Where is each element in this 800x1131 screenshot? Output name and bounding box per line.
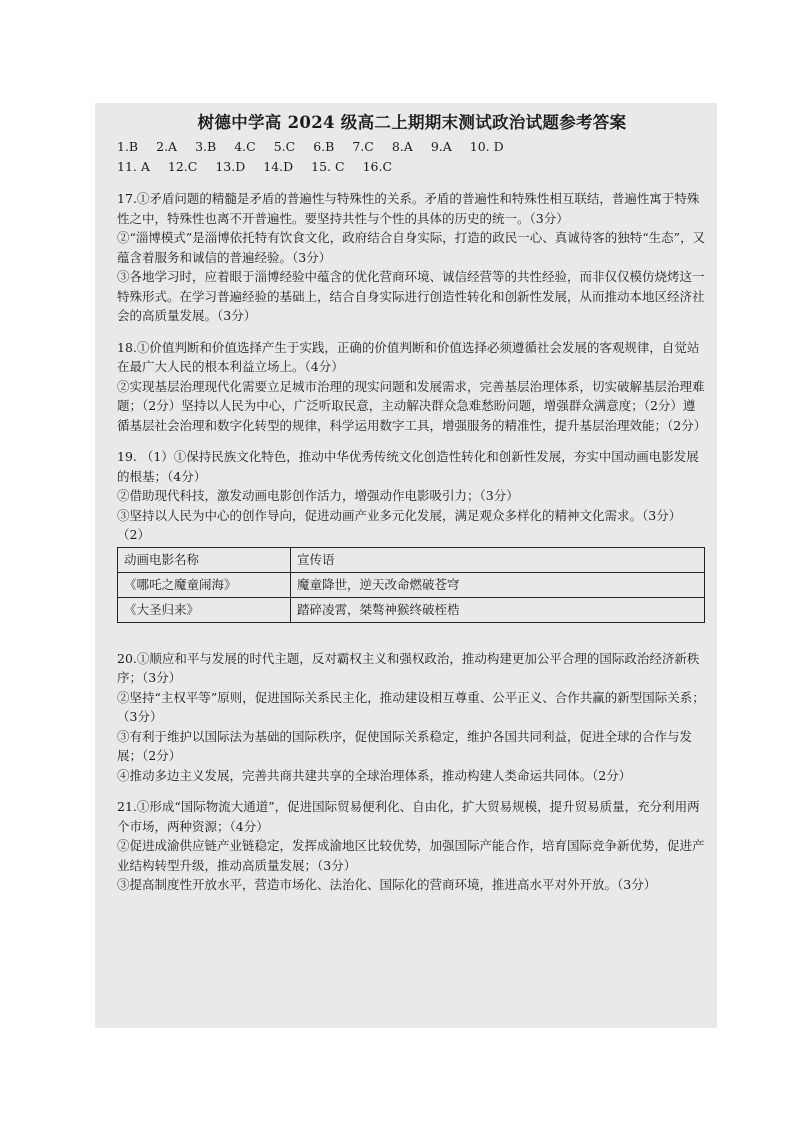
table-header-cell: 宣传语 [291,547,705,572]
answer-item: 13.D [215,159,246,174]
answer-item: 12.C [167,159,198,174]
answer-paragraph: ②坚持“主权平等”原则，促进国际关系民主化，推动建设相互尊重、公平正义、合作共赢的新型国际关系；（3分） [117,689,705,724]
answer-paragraph: 17.①矛盾问题的精髓是矛盾的普遍性与特殊性的关系。矛盾的普遍性和特殊性相互联结，普遍性寓于特殊性之中，特殊性也离不开普遍性。要坚持共性与个性的具体的历史的统一。（3分） [117,191,700,226]
table-cell: 魔童降世，逆天改命燃破苍穹 [291,572,705,597]
answer-paragraph: ②借助现代科技，激发动画电影创作活力，增强动作电影吸引力；（3分） [117,488,519,503]
table-row [118,597,705,622]
answer-row-1 [117,137,707,157]
multiple-choice-answers [117,137,707,177]
question-19-answer [117,447,707,623]
question-21-answer [117,797,707,895]
answer-item: 7.C [352,139,374,154]
answer-paragraph: ③各地学习时，应着眼于淄博经验中蕴含的优化营商环境、诚信经营等的共性经验，而非仅仅模仿烧烤这一特殊形式。在学习普遍经验的基础上，结合自身实际进行创造性转化和创新性发展，从而推动本地区经济社会的高质量发展。（3分） [117,269,705,323]
answer-item: 10. D [469,139,504,154]
answer-item: 5.C [273,139,296,154]
question-17-answer [117,189,707,326]
table-cell: 《大圣归来》 [118,597,291,622]
answer-item: 6.B [313,139,335,154]
answer-item: 9.A [430,139,452,154]
spacer [117,623,707,637]
table-cell: 《哪吒之魔童闹海》 [118,572,291,597]
answer-paragraph: 18.①价值判断和价值选择产生于实践，正确的价值判断和价值选择必须遵循社会发展的客观规律，自觉站在最广大人民的根本利益立场上。（4分） [117,339,700,374]
question-20-answer [117,649,707,786]
answer-paragraph: ②“淄博模式”是淄博依托特有饮食文化，政府结合自身实际，打造的政民一心、真诚待客的独特“生态”，又蕴含着服务和诚信的普遍经验。（3分） [117,230,706,265]
answer-paragraph: （2） [117,527,150,542]
answer-item: 1.B [117,139,139,154]
answer-item: 14.D [263,159,294,174]
answer-paragraph: 21.①形成“国际物流大通道”，促进国际贸易便利化、自由化，扩大贸易规模，提升贸易质量，充分利用两个市场，两种资源；（4分） [117,799,700,834]
answer-paragraph: ④推动多边主义发展，完善共商共建共享的全球治理体系，推动构建人类命运共同体。（2分） [117,767,632,783]
table-header-row [118,547,705,572]
table-header-cell: 动画电影名称 [118,547,291,572]
answer-paragraph: ②实现基层治理现代化需要立足城市治理的现实问题和发展需求，完善基层治理体系，切实破解基层治理难题；（2分）坚持以人民为中心，广泛听取民意，主动解决群众急难愁盼问题，增强群众满意度；（2分）遵循基层社会治理和数字化转型的规律，科学运用数字工具，增强服务的精准性，提升基层治理效能；（2分） [117,378,707,433]
answer-paragraph: ③有利于维护以国际法为基础的国际秩序，促使国际关系稳定，维护各国共同利益，促进全球的合作与发展；（2分） [117,728,693,763]
answer-item: 11. A [117,159,150,174]
question-18-answer [117,338,707,436]
answer-item: 15. C [311,159,345,174]
slogan-table [117,547,705,623]
page-title: 树德中学高 2024 级高二上期期末测试政治试题参考答案 [197,113,627,132]
answer-item: 3.B [195,139,217,154]
answer-item: 2.A [156,139,178,154]
answer-paragraph: 19. （1）①保持民族文化特色，推动中华优秀传统文化创造性转化和创新性发展，夯实中国动画电影发展的根基；（4分） [117,449,699,484]
answer-paragraph: ②促进成渝供应链产业链稳定，发挥成渝地区比较优势，加强国际产能合作，培育国际竞争新优势，促进产业结构转型升级，推动高质量发展；（3分） [117,838,705,873]
table-cell: 踏碎凌霄，桀骜神猴终破桎梏 [291,597,705,622]
answer-paragraph: ③提高制度性开放水平，营造市场化、法治化、国际化的营商环境，推进高水平对外开放。（3分） [117,877,657,892]
answer-row-2 [117,157,707,177]
answer-item: 16.C [362,159,393,174]
answer-paragraph: 20.①顺应和平与发展的时代主题，反对霸权主义和强权政治，推动构建更加公平合理的国际政治经济新秩序；（3分） [117,650,700,685]
table-row [118,572,705,597]
answer-item: 4.C [234,139,256,154]
answer-item: 8.A [391,139,413,154]
answer-paragraph: ③坚持以人民为中心的创作导向，促进动画产业多元化发展，满足观众多样化的精神文化需求。（3分） [117,507,682,523]
answer-sheet [95,103,717,1028]
